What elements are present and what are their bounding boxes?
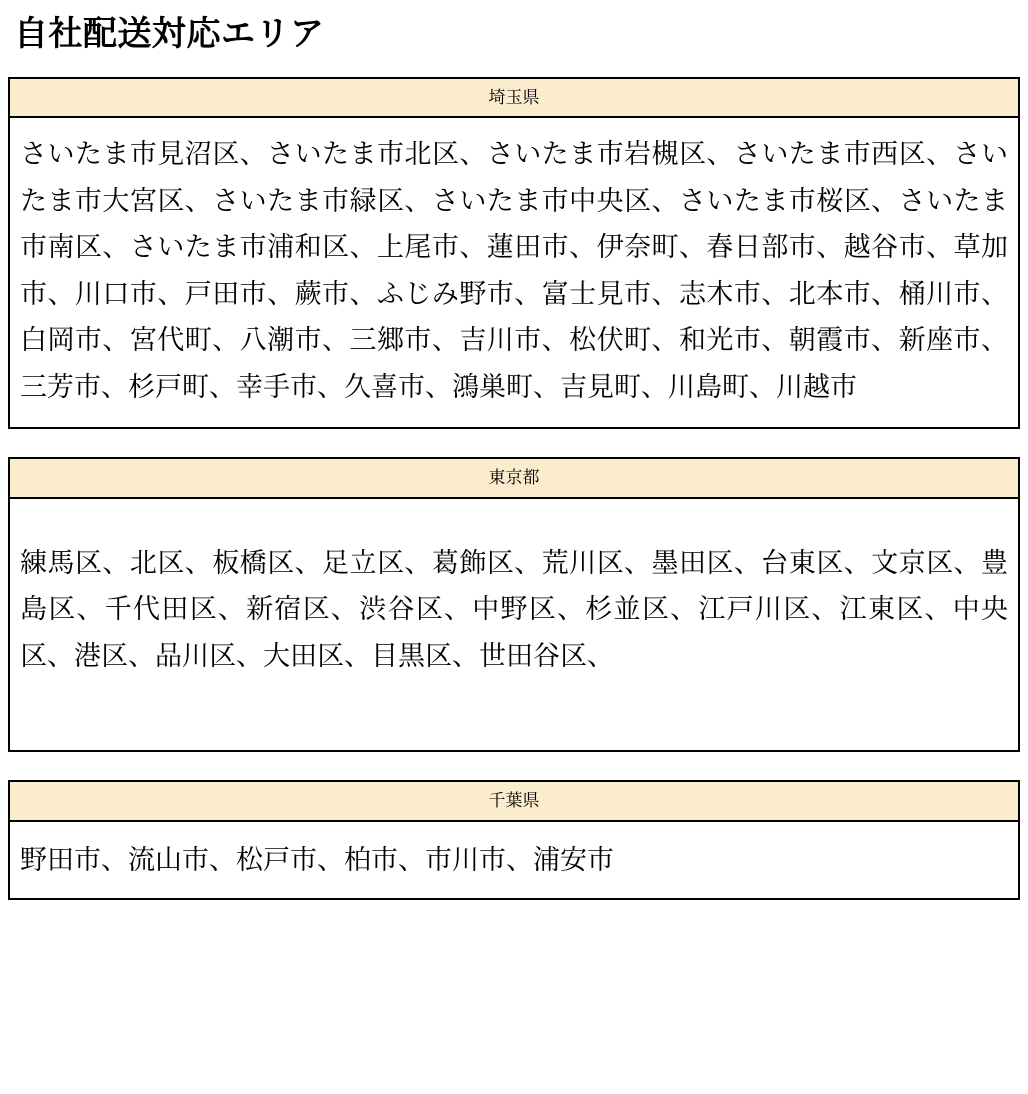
area-list-saitama: さいたま市見沼区、さいたま市北区、さいたま市岩槻区、さいたま市西区、さいたま市大宮区、さいたま市緑区、さいたま市中央区、さいたま市桜区、さいたま市南区、さいたま市浦和区、上尾市、蓮田市、伊奈町、春日部市、越谷市、草加市、川口市、戸田市、蕨市、ふじみ野市、富士見市、志木市、北本市、桶川市、白岡市、宮代町、八潮市、三郷市、吉川市、松伏町、和光市、朝霞市、新座市、三芳市、杉戸町、幸手市、久喜市、鴻巣町、吉見町、川島町、川越市 — [20, 139, 1008, 403]
area-table-saitama — [8, 77, 1020, 429]
area-table-chiba — [8, 780, 1020, 900]
page-title: 自社配送対応エリア — [14, 14, 325, 54]
area-list-tokyo: 練馬区、北区、板橋区、足立区、葛飾区、荒川区、墨田区、台東区、文京区、豊島区、千代田区、新宿区、渋谷区、中野区、杉並区、江戸川区、江東区、中央区、港区、品川区、大田区、目黒区、世田谷区、 — [20, 547, 1008, 672]
area-table-header-chiba: 千葉県 — [10, 782, 1018, 822]
area-table-tokyo — [8, 457, 1020, 752]
area-table-header-saitama: 埼玉県 — [10, 79, 1018, 119]
section-spacer — [8, 752, 1020, 758]
area-list-chiba: 野田市、流山市、松戸市、柏市、市川市、浦安市 — [20, 844, 614, 876]
document-page — [0, 14, 1028, 1094]
area-table-header-tokyo: 東京都 — [10, 459, 1018, 499]
section-spacer — [8, 429, 1020, 435]
